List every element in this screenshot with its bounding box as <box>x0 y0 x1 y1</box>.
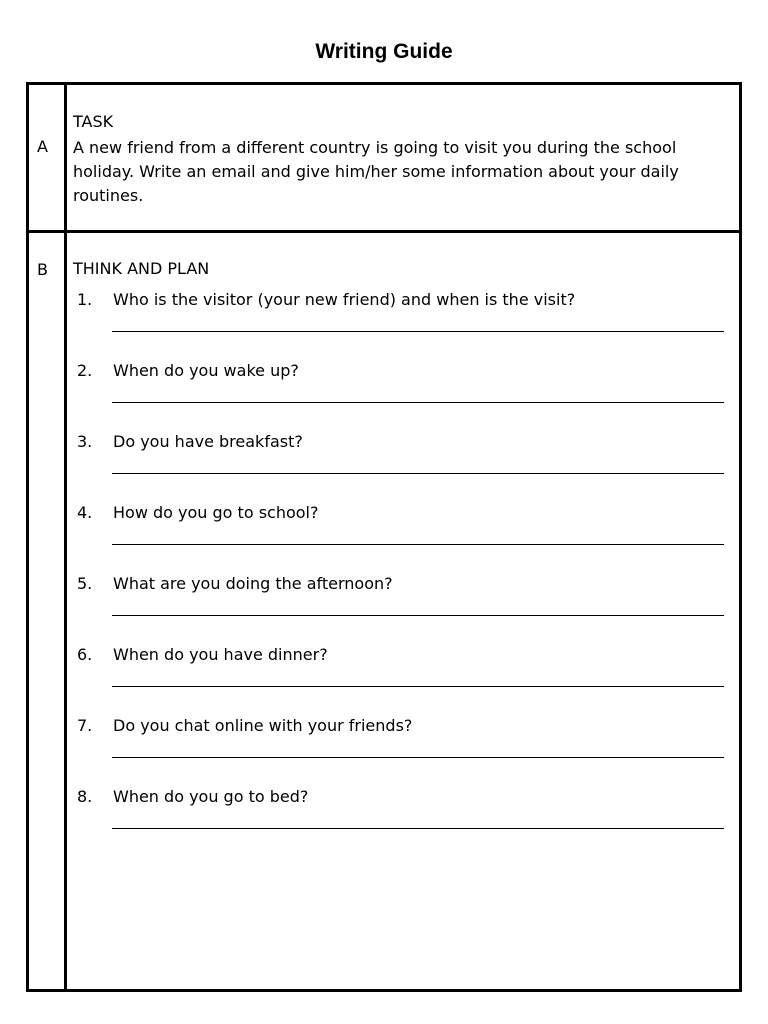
question-item <box>73 574 733 645</box>
task-heading: TASK <box>73 112 114 131</box>
question-number: 4. <box>77 503 93 522</box>
question-item <box>73 716 733 787</box>
answer-line[interactable] <box>112 544 724 545</box>
question-text: What are you doing the afternoon? <box>113 574 393 593</box>
answer-line[interactable] <box>112 473 724 474</box>
question-text: When do you wake up? <box>113 361 299 380</box>
section-a-label: A <box>37 137 48 156</box>
answer-line[interactable] <box>112 402 724 403</box>
think-and-plan-heading: THINK AND PLAN <box>73 259 210 278</box>
row-divider <box>29 230 739 233</box>
answer-line[interactable] <box>112 757 724 758</box>
section-b-label: B <box>37 260 48 279</box>
question-item <box>73 787 733 858</box>
question-number: 8. <box>77 787 93 806</box>
question-number: 1. <box>77 290 93 309</box>
question-text: Do you chat online with your friends? <box>113 716 413 735</box>
question-text: When do you have dinner? <box>113 645 328 664</box>
worksheet-table <box>26 82 742 992</box>
question-number: 5. <box>77 574 93 593</box>
question-item <box>73 503 733 574</box>
question-text: Do you have breakfast? <box>113 432 303 451</box>
answer-line[interactable] <box>112 331 724 332</box>
question-list <box>73 290 733 858</box>
question-number: 6. <box>77 645 93 664</box>
question-item <box>73 361 733 432</box>
question-text: Who is the visitor (your new friend) and when is the visit? <box>113 290 576 309</box>
answer-line[interactable] <box>112 686 724 687</box>
task-description: A new friend from a different country is going to visit you during the school holiday. Write an email and give him/her some information about your daily routines. <box>73 138 679 205</box>
question-text: How do you go to school? <box>113 503 319 522</box>
question-text: When do you go to bed? <box>113 787 309 806</box>
question-item <box>73 432 733 503</box>
question-item <box>73 290 733 361</box>
page-title: Writing Guide <box>315 40 453 63</box>
question-number: 3. <box>77 432 93 451</box>
answer-line[interactable] <box>112 828 724 829</box>
answer-line[interactable] <box>112 615 724 616</box>
question-number: 2. <box>77 361 93 380</box>
question-number: 7. <box>77 716 93 735</box>
column-divider <box>64 85 67 989</box>
question-item <box>73 645 733 716</box>
